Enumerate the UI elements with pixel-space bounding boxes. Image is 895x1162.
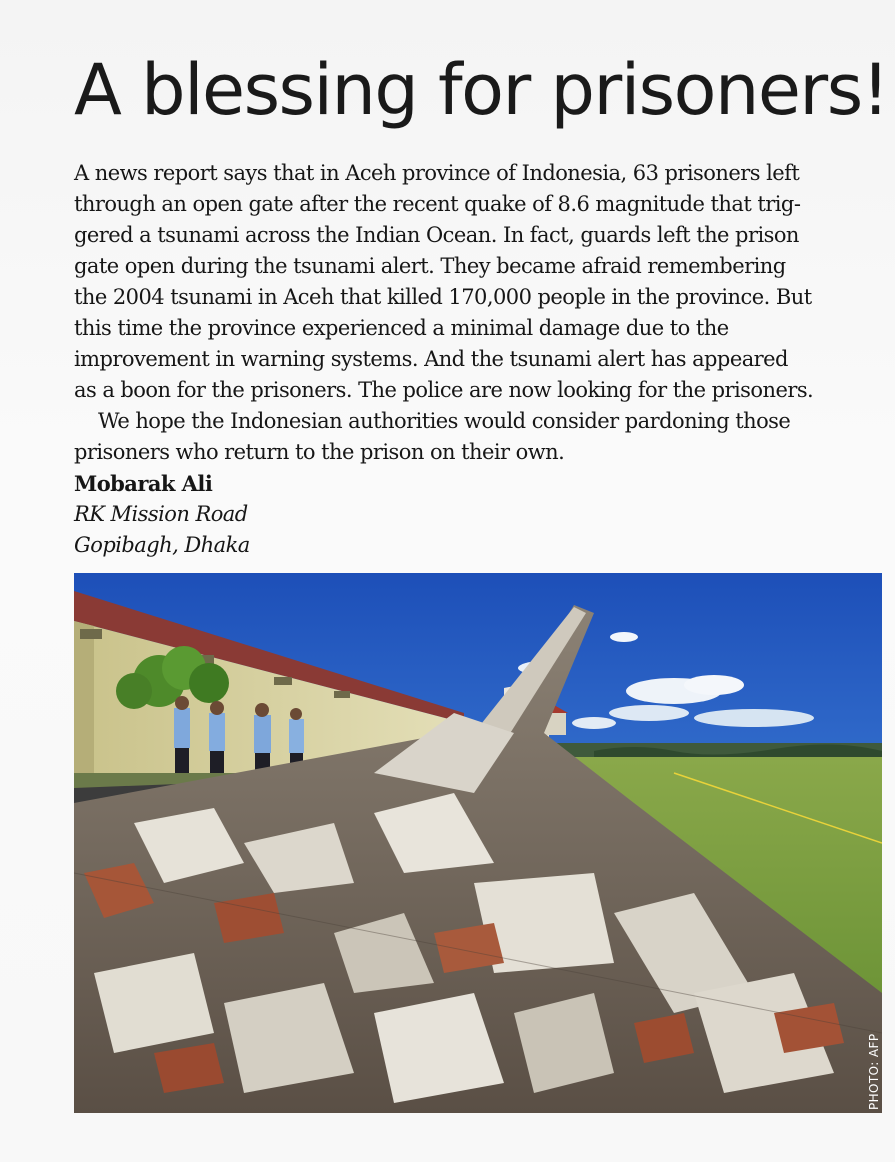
headline: A blessing for prisoners! [74, 49, 889, 131]
paragraph-1 [74, 158, 884, 406]
text-line: We hope the Indonesian authorities would consider pardoning those [98, 409, 791, 433]
author-address-line-2: Gopibagh, Dhaka [74, 533, 250, 557]
paragraph-2 [74, 406, 884, 468]
text-line: through an open gate after the recent quake of 8.6 magnitude that trig- [74, 192, 801, 216]
text-line: prisoners who return to the prison on their own. [74, 440, 565, 464]
text-line: A news report says that in Aceh province of Indonesia, 63 prisoners left [74, 161, 800, 185]
letter-body [74, 158, 884, 561]
text-line: as a boon for the prisoners. The police are now looking for the prisoners. [74, 378, 814, 402]
text-line: gered a tsunami across the Indian Ocean. In fact, guards left the prison [74, 223, 799, 247]
text-line: the 2004 tsunami in Aceh that killed 170,000 people in the province. But [74, 285, 812, 309]
photo-credit-text: PHOTO: AFP [867, 1033, 881, 1110]
author-name: Mobarak Ali [74, 471, 213, 496]
text-line: gate open during the tsunami alert. They became afraid remembering [74, 254, 786, 278]
photo-credit [866, 985, 882, 1110]
text-line: improvement in warning systems. And the tsunami alert has appeared [74, 347, 788, 371]
author-address-line-1: RK Mission Road [74, 502, 248, 526]
text-line: this time the province experienced a minimal damage due to the [74, 316, 729, 340]
collapsed-prison-wall-photo [74, 573, 882, 1113]
